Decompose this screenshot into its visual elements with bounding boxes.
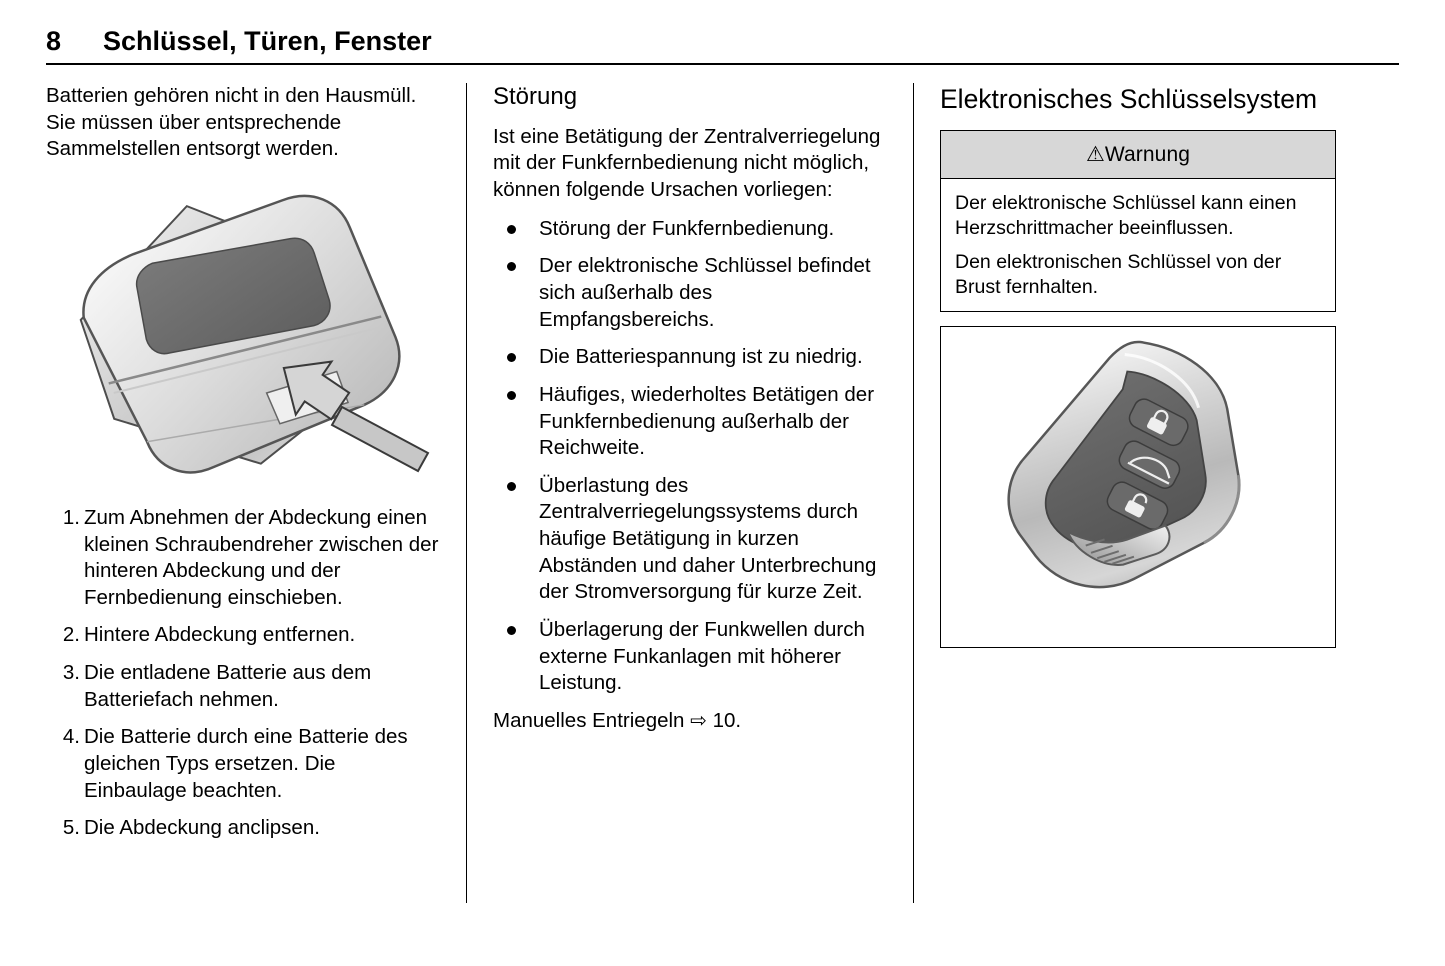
page-columns (46, 83, 1399, 923)
column-divider (913, 83, 914, 903)
stoerung-heading: Störung (493, 83, 578, 110)
list-item: Störung der Funkfernbedienung. (493, 216, 887, 243)
cross-reference-page: 10. (712, 708, 742, 732)
cross-reference-text: Manuelles Entriegeln (493, 708, 685, 732)
page-reference-icon: ⇨ (690, 709, 707, 732)
warning-box (940, 130, 1336, 312)
list-item: Der elektronische Schlüssel befindet sich außerhalb des Empfangsbereichs. (493, 253, 887, 333)
warning-label: Warnung (1104, 143, 1191, 167)
warning-paragraph: Der elektronische Schlüssel kann einen Herzschrittmacher beeinflussen. (955, 192, 1297, 239)
cross-reference (493, 708, 887, 735)
list-item: Überlagerung der Funkwellen durch externe Funkanlagen mit höherer Leistung. (493, 617, 887, 697)
warning-paragraph: Den elektronischen Schlüssel von der Brust fernhalten. (955, 251, 1282, 298)
column-divider (466, 83, 467, 903)
electronic-key-fob-illustration (940, 326, 1336, 648)
column-right (940, 83, 1340, 923)
list-item: Hintere Abdeckung entfernen. (84, 623, 356, 647)
list-item: Die entladene Batterie aus dem Batteriefach nehmen. (84, 661, 372, 711)
stoerung-intro: Ist eine Betätigung der Zentralverriegelung mit der Funkfernbedienung nicht möglich, können folgende Ursachen vorliegen: (493, 124, 881, 202)
electronic-key-system-heading: Elektronisches Schlüsselsystem (940, 84, 1318, 114)
remote-key-battery-cover-illustration (46, 175, 442, 491)
battery-replacement-steps (46, 505, 440, 842)
page-header (46, 28, 1399, 65)
column-left (46, 83, 466, 923)
list-item: Zum Abnehmen der Abdeckung einen kleinen Schraubendreher zwischen der hinteren Abdeckung und der Fernbedienung einschieben. (84, 505, 439, 609)
list-item: Die Batterie durch eine Batterie des gleichen Typs ersetzen. Die Einbaulage beachten. (84, 725, 408, 802)
page-title: Schlüssel, Türen, Fenster (103, 26, 432, 56)
list-item: Überlastung des Zentralverriegelungssystems durch häufige Betätigung in kurzen Abständen und daher Unterbrechung der Stromversorgung für kurze Zeit. (493, 473, 887, 606)
page-number: 8 (46, 26, 62, 56)
warning-body (941, 179, 1335, 311)
battery-disposal-paragraph: Batterien gehören nicht in den Hausmüll. Sie müssen über entsprechende Sammelstellen entsorgt werden. (46, 84, 417, 161)
column-middle (493, 83, 913, 923)
stoerung-causes-list (493, 216, 887, 697)
warning-header (941, 131, 1335, 179)
list-item: Die Batteriespannung ist zu niedrig. (493, 344, 887, 371)
warning-icon: ⚠ (1085, 143, 1105, 167)
list-item: Häufiges, wiederholtes Betätigen der Funkfernbedienung außerhalb der Reichweite. (493, 382, 887, 462)
list-item: Die Abdeckung anclipsen. (84, 816, 320, 840)
